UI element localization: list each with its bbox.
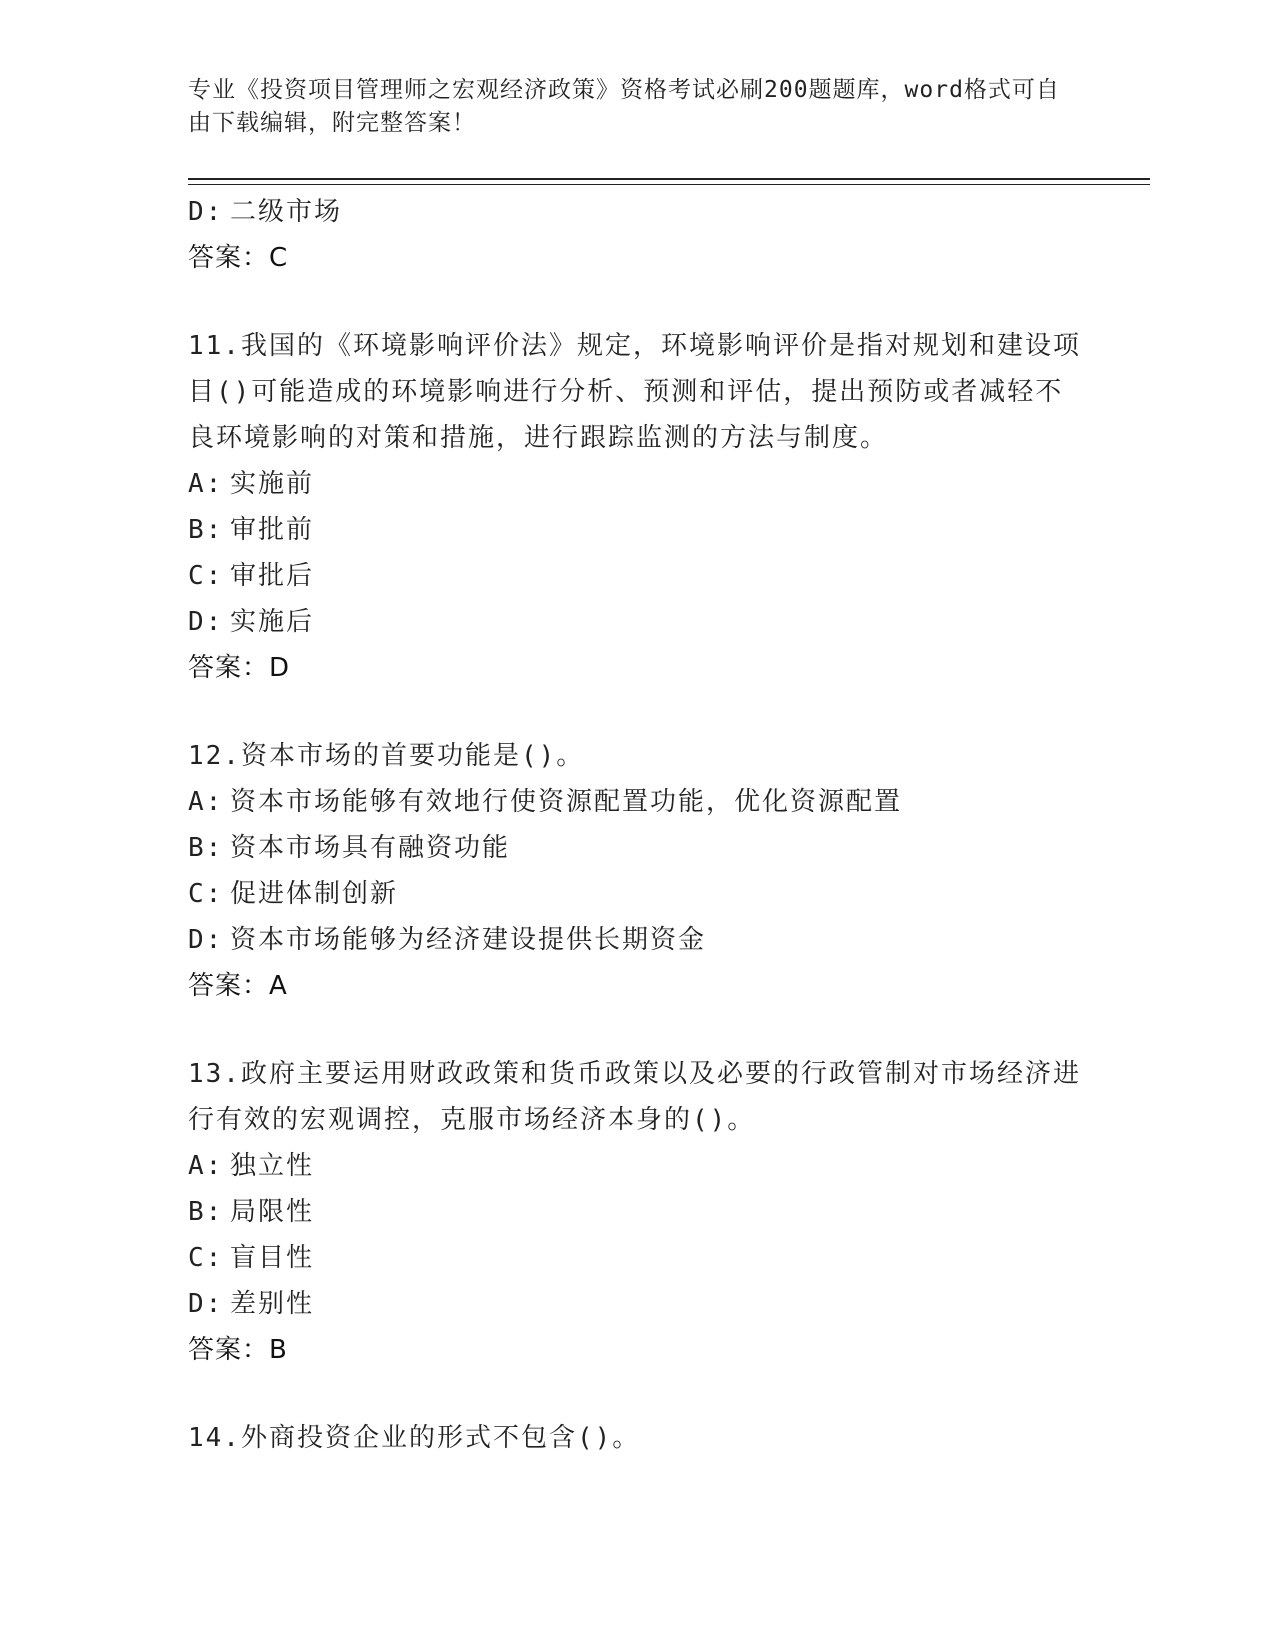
option-key: B: [188,515,224,545]
option-key: A: [188,469,224,499]
question-stem: 13.政府主要运用财政政策和货币政策以及必要的行政管制对市场经济进行有效的宏观调控，克服市场经济本身的()。 [188,1059,1081,1135]
option-a [188,779,1088,825]
header-rule-thick [188,178,1150,180]
option-text: 促进体制创新 [230,879,399,909]
question-stem: 14.外商投资企业的形式不包含()。 [188,1423,641,1453]
option-b [188,1189,1088,1235]
option-c [188,871,1088,917]
option-text: 审批前 [230,515,315,545]
option-d [188,917,1088,963]
option-text: 资本市场具有融资功能 [230,833,511,863]
option-text: 资本市场能够有效地行使资源配置功能，优化资源配置 [230,787,903,817]
question-content [188,189,1088,1461]
option-b [188,507,1088,553]
page-header: 专业《投资项目管理师之宏观经济政策》资格考试必刷200题题库，word格式可自由下载编辑，附完整答案！ [188,77,1060,136]
option-key: D: [188,1289,224,1319]
option-d [188,1281,1088,1327]
option-text: 资本市场能够为经济建设提供长期资金 [230,925,707,955]
option-text: 实施后 [230,607,315,637]
option-key: D: [188,925,224,955]
option-text: 独立性 [230,1151,315,1181]
option-key: A: [188,1151,224,1181]
option-key: A: [188,787,224,817]
header-rule-thin [188,184,1150,185]
option-c [188,1235,1088,1281]
question-stem: 11.我国的《环境影响评价法》规定，环境影响评价是指对规划和建设项目()可能造成的环境影响进行分析、预测和评估，提出预防或者减轻不良环境影响的对策和措施，进行跟踪监测的方法与制度。 [188,331,1081,453]
option-text: 审批后 [230,561,315,591]
option-key: B: [188,833,224,863]
option-key: C: [188,879,224,909]
option-b [188,825,1088,871]
option-d [188,189,1088,235]
question-stem: 12.资本市场的首要功能是()。 [188,741,585,771]
option-a [188,1143,1088,1189]
option-text: 实施前 [230,469,315,499]
answer-line: 答案：D [188,653,291,683]
option-key: D: [188,197,224,227]
answer-line: 答案：C [188,243,289,273]
option-text: 二级市场 [230,197,343,227]
option-a [188,461,1088,507]
option-text: 差别性 [230,1289,315,1319]
option-d [188,599,1088,645]
option-c [188,553,1088,599]
answer-line: 答案：A [188,971,288,1001]
option-key: B: [188,1197,224,1227]
answer-line: 答案：B [188,1335,288,1365]
option-key: C: [188,1243,224,1273]
option-key: C: [188,561,224,591]
option-key: D: [188,607,224,637]
option-text: 盲目性 [230,1243,315,1273]
option-text: 局限性 [230,1197,315,1227]
